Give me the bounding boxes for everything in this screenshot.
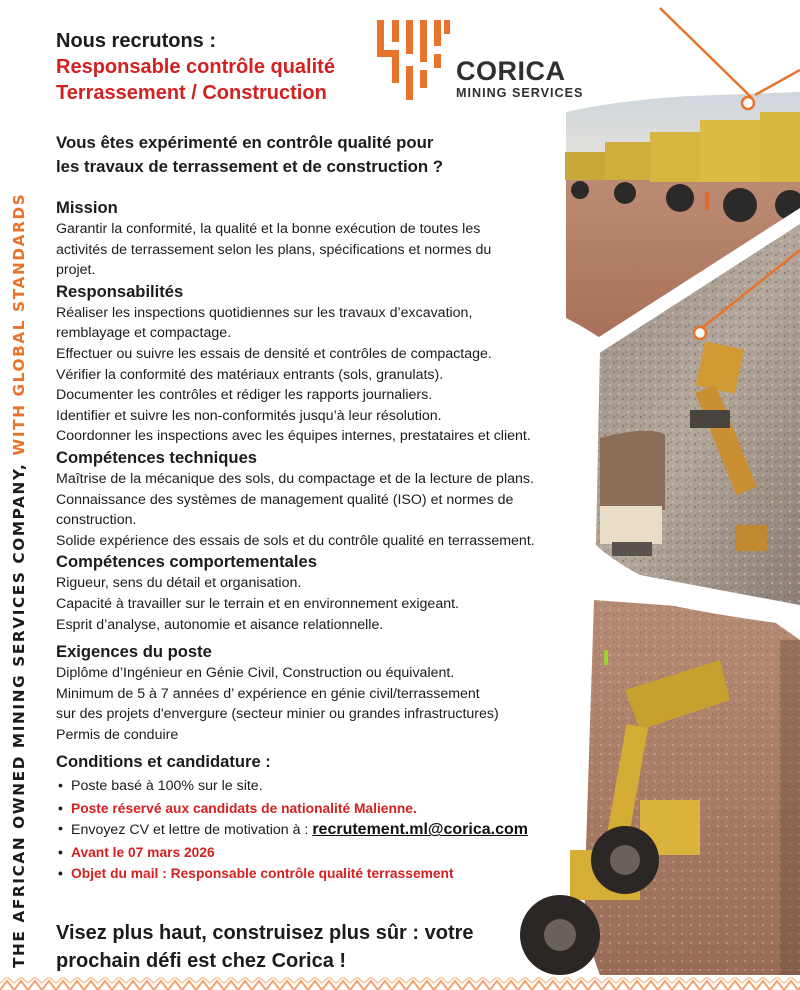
closing-line: prochain défi est chez Corica !	[56, 950, 347, 972]
mission-text	[56, 219, 616, 281]
text-line: Identifier et suivre les non-conformités jusqu’à leur résolution.	[56, 407, 442, 424]
section-title-mission: Mission	[56, 198, 118, 217]
text-line: Maîtrise de la mécanique des sols, du compactage et de la lecture de plans.	[56, 470, 534, 487]
corica-logo	[456, 56, 583, 100]
section-title-conditions: Conditions et candidature :	[56, 752, 271, 772]
text-line: projet.	[56, 262, 96, 279]
text-line: activités de terrassement selon les plans, spécifications et normes du	[56, 241, 492, 258]
text-line: Minimum de 5 à 7 années d’ expérience en génie civil/terrassement	[56, 685, 480, 702]
closing-tagline	[56, 919, 474, 975]
text-line: Effectuer ou suivre les essais de densité et contrôles de compactage.	[56, 345, 492, 362]
text-line: Esprit d’analyse, autonomie et aisance relationnelle.	[56, 616, 384, 633]
text-line: sur des projets d'envergure (secteur minier ou grandes infrastructures)	[56, 706, 499, 723]
footer-pattern	[0, 977, 800, 990]
job-title-line1: Responsable contrôle qualité	[56, 56, 335, 78]
intro-line: Vous êtes expérimenté en contrôle qualité pour	[56, 133, 434, 152]
job-title-line2: Terrassement / Construction	[56, 82, 327, 104]
header-line-recruiting: Nous recrutons :	[56, 30, 217, 52]
text-line: Rigueur, sens du détail et organisation.	[56, 575, 302, 592]
section-title-responsabilites: Responsabilités	[56, 281, 184, 301]
logo-name: CORICA	[456, 56, 566, 86]
text-line: Diplôme d’Ingénieur en Génie Civil, Construction ou équivalent.	[56, 665, 455, 682]
text-line: remblayage et compactage.	[56, 325, 232, 342]
list-item: • Objet du mail : Responsable contrôle qualité terrassement	[56, 863, 616, 885]
text-line: Coordonner les inspections avec les équipes internes, prestataires et client.	[56, 428, 531, 445]
list-item	[56, 819, 616, 842]
text-line: Documenter les contrôles et rédiger les rapports journaliers.	[56, 387, 433, 404]
intro-line: les travaux de terrassement et de construction ?	[56, 157, 444, 176]
text-line: Solide expérience des essais de sols et du contrôle qualité en terrassement.	[56, 532, 535, 549]
section-title-competences-comportementales: Compétences comportementales	[56, 552, 317, 572]
list-item: • Poste basé à 100% sur le site.	[56, 776, 616, 798]
job-description	[56, 197, 616, 885]
side-slogan-part1: THE AFRICAN OWNED MINING SERVICES COMPANY,	[10, 462, 28, 968]
responsabilites-text	[56, 303, 616, 447]
closing-line: Visez plus haut, construisez plus sûr : votre	[56, 922, 474, 944]
corica-logo-icon	[376, 18, 452, 102]
text-line: Réaliser les inspections quotidiennes sur les travaux d’excavation,	[56, 304, 473, 321]
apply-instruction: Envoyez CV et lettre de motivation à :	[71, 822, 313, 839]
logo-subtitle: MINING SERVICES	[456, 86, 584, 100]
email-link[interactable]: recrutement.ml@corica.com	[312, 821, 528, 839]
text-line: Permis de conduire	[56, 726, 179, 743]
text-line: Capacité à travailler sur le terrain et en environnement exigeant.	[56, 595, 459, 612]
side-slogan	[4, 108, 34, 968]
list-item: • Poste réservé aux candidats de nationalité Malienne.	[56, 798, 616, 820]
section-title-exigences: Exigences du poste	[56, 642, 212, 662]
text-line: Garantir la conformité, la qualité et la bonne exécution de toutes les	[56, 221, 481, 237]
side-slogan-part2: WITH GLOBAL STANDARDS	[10, 192, 28, 456]
exigences-text	[56, 663, 616, 745]
section-title-competences-techniques: Compétences techniques	[56, 447, 258, 467]
conditions-list	[56, 776, 616, 885]
intro-question	[56, 131, 443, 179]
text-line: Vérifier la conformité des matériaux entrants (sols, granulats).	[56, 366, 444, 383]
text-line: construction.	[56, 512, 137, 529]
text-line: Connaissance des systèmes de management qualité (ISO) et normes de	[56, 491, 514, 508]
list-item: • Avant le 07 mars 2026	[56, 842, 616, 864]
competences-techniques-text	[56, 469, 616, 551]
job-header	[56, 28, 335, 106]
competences-comportementales-text	[56, 573, 616, 635]
